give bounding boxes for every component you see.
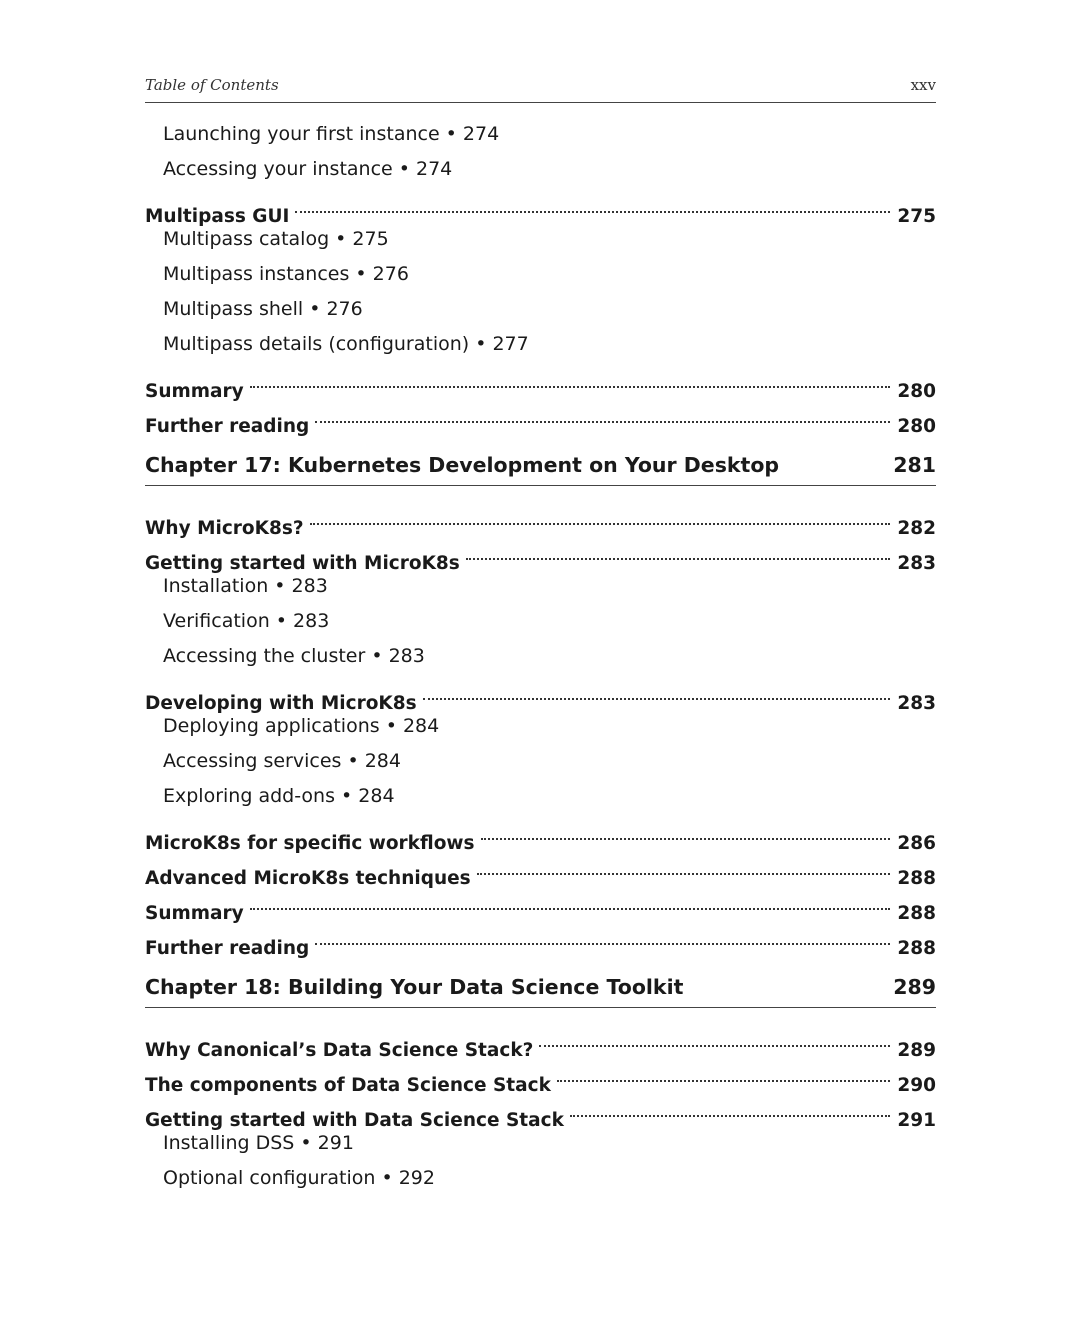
dot-leader [481,814,891,849]
toc-section-title: Why Canonical’s Data Science Stack? [145,1040,534,1061]
toc-section-title: Advanced MicroK8s techniques [145,868,471,889]
running-header [145,74,936,103]
toc-section-entry [145,1056,936,1096]
chapter-page-number: 281 [893,453,936,477]
toc-page-number: 280 [897,381,936,402]
toc-subentry: Launching your first instance • 274 [163,123,500,145]
dot-leader [310,499,891,534]
chapter-title: Chapter 18: Building Your Data Science Toolkit [145,975,684,999]
toc-page-number: 290 [897,1075,936,1096]
dot-leader [250,884,891,919]
toc-section-entry [145,187,936,227]
dot-leader [250,362,891,397]
toc-subentry: Optional configuration • 292 [163,1167,435,1189]
toc-section-title: Further reading [145,416,310,437]
toc-section-entry [145,919,936,959]
header-section-title: Table of Contents [145,76,279,94]
toc-subentry: Deploying applications • 284 [163,715,440,737]
toc-section-title: Getting started with Data Science Stack [145,1110,564,1131]
toc-section-entry [145,499,936,539]
toc-section-entry [145,1021,936,1061]
toc-section-entry [145,814,936,854]
toc-subentry: Verification • 283 [163,610,330,632]
toc-section-title: Getting started with MicroK8s [145,553,460,574]
toc-page-number: 288 [897,903,936,924]
toc-section-title: Why MicroK8s? [145,518,304,539]
toc-page-number: 275 [897,206,936,227]
dot-leader [315,919,890,954]
dot-leader [557,1056,890,1091]
toc-section-entry [145,674,936,714]
toc-section-title: MicroK8s for specific workflows [145,833,475,854]
toc-section-entry [145,884,936,924]
toc-section-title: The components of Data Science Stack [145,1075,551,1096]
toc-subentry: Installation • 283 [163,575,328,597]
toc-section-entry [145,849,936,889]
toc-section-title: Summary [145,381,244,402]
toc-page-number: 286 [897,833,936,854]
toc-section-title: Further reading [145,938,310,959]
toc-subentry: Accessing the cluster • 283 [163,645,425,667]
dot-leader [570,1091,891,1126]
dot-leader [315,397,890,432]
header-page-number: xxv [910,76,936,94]
toc-section-entry [145,362,936,402]
dot-leader [539,1021,890,1056]
toc-section-entry [145,1091,936,1131]
toc-page-number: 288 [897,868,936,889]
toc-subentry: Accessing services • 284 [163,750,401,772]
chapter-page-number: 289 [893,975,936,999]
dot-leader [477,849,891,884]
toc-page-number: 282 [897,518,936,539]
dot-leader [423,674,891,709]
toc-section-entry [145,397,936,437]
table-of-contents [145,117,936,1196]
chapter-title: Chapter 17: Kubernetes Development on Your Desktop [145,453,780,477]
toc-page-number: 283 [897,693,936,714]
toc-subentry: Multipass details (configuration) • 277 [163,333,529,355]
toc-section-title: Summary [145,903,244,924]
toc-section-entry [145,534,936,574]
toc-chapter-heading [145,967,936,1008]
toc-subentry: Multipass instances • 276 [163,263,409,285]
toc-subentry: Installing DSS • 291 [163,1132,354,1154]
toc-page-number: 291 [897,1110,936,1131]
toc-chapter-heading [145,445,936,486]
dot-leader [295,187,890,222]
toc-subentry: Multipass catalog • 275 [163,228,389,250]
toc-section-title: Developing with MicroK8s [145,693,417,714]
toc-page-number: 289 [897,1040,936,1061]
toc-page-number: 288 [897,938,936,959]
toc-page-number: 283 [897,553,936,574]
toc-subentry: Multipass shell • 276 [163,298,363,320]
toc-subentry: Accessing your instance • 274 [163,158,453,180]
toc-subentry: Exploring add-ons • 284 [163,785,395,807]
dot-leader [466,534,891,569]
toc-section-title: Multipass GUI [145,206,290,227]
toc-page-number: 280 [897,416,936,437]
